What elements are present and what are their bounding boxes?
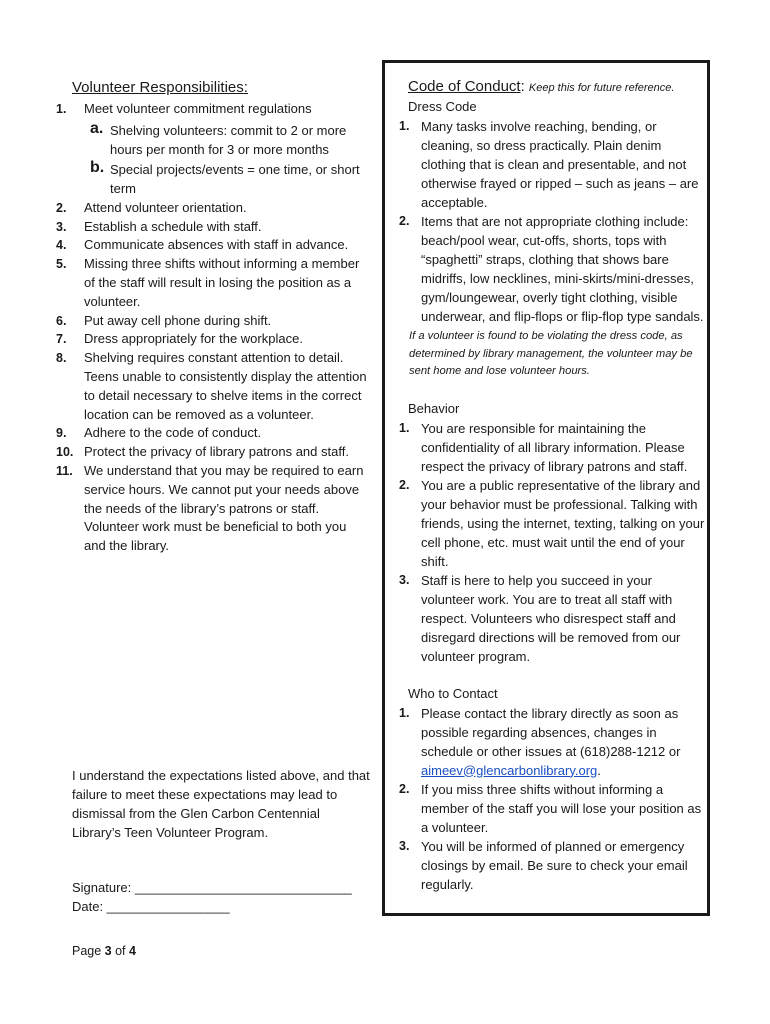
item-number: 7. bbox=[56, 332, 67, 347]
item-text: Please contact the library directly as soon as possible regarding absences, changes in schedule or other issues at (618)288-1212 or bbox=[421, 705, 681, 759]
item-number: 2. bbox=[399, 477, 410, 492]
code-of-conduct-box bbox=[382, 60, 710, 916]
page-footer bbox=[72, 944, 136, 958]
page-total: 4 bbox=[129, 944, 136, 958]
item-text: You are a public representative of the library and your behavior must be professional. Talking with friends, using the internet, texting, talking on your cell phone, etc. must wait until the end of your shift. bbox=[421, 477, 705, 569]
list-item bbox=[56, 255, 368, 311]
responsibilities-heading bbox=[72, 78, 368, 97]
dress-code-heading: Dress Code bbox=[408, 99, 477, 114]
volunteer-responsibilities-section bbox=[56, 78, 368, 556]
item-number: 1. bbox=[399, 420, 410, 435]
list-item bbox=[56, 199, 368, 218]
heading-colon: : bbox=[520, 78, 525, 95]
sub-item-letter: a. bbox=[90, 119, 104, 137]
signature-line[interactable]: Signature: ______________________________ bbox=[72, 880, 352, 895]
list-item bbox=[56, 443, 368, 462]
item-number: 2. bbox=[399, 781, 410, 796]
list-item bbox=[56, 462, 368, 556]
signature-block bbox=[72, 878, 352, 916]
item-text: Staff is here to help you succeed in your volunteer work. You are to treat all staff with respect. Volunteers who disrespect staff and disregard directions will be removed from our volunteer program. bbox=[421, 572, 681, 664]
behavior-heading: Behavior bbox=[408, 400, 460, 416]
item-text: Dress appropriately for the workplace. bbox=[84, 331, 303, 347]
item-text: Many tasks involve reaching, bending, or cleaning, so dress practically. Plain denim clothing that is clean and presentable, and not otherwise frayed or ripped – such as jeans – are acceptable. bbox=[421, 119, 699, 210]
list-item bbox=[395, 704, 705, 780]
item-number: 1. bbox=[399, 119, 410, 133]
date-line[interactable]: Date: _________________ bbox=[72, 899, 230, 914]
dress-code-list bbox=[395, 117, 705, 326]
code-of-conduct-heading bbox=[395, 77, 705, 98]
sub-item-text: Special projects/events = one time, or short term bbox=[110, 161, 360, 197]
list-item bbox=[56, 100, 368, 199]
commitment-sub-list bbox=[84, 121, 368, 199]
item-text: If you miss three shifts without informing a member of the staff you will lose your position as a volunteer. bbox=[421, 781, 702, 835]
list-item bbox=[395, 780, 705, 837]
code-of-conduct-content bbox=[395, 77, 705, 894]
item-text: Items that are not appropriate clothing include: beach/pool wear, cut-offs, shorts, tops with “spaghetti” straps, clothing that shows bare midriffs, low necklines, mini-skirts/mini-dresses, gym/loungewear, overly tight clothing, visible underwear, and flip-flops or flip-flop type sandals. bbox=[421, 214, 704, 324]
list-item bbox=[395, 476, 705, 571]
item-number: 3. bbox=[399, 838, 410, 853]
reference-note: Keep this for future reference. bbox=[528, 82, 675, 94]
item-text: Communicate absences with staff in advance. bbox=[84, 237, 349, 253]
heading-colon: : bbox=[243, 79, 248, 96]
item-number: 4. bbox=[56, 238, 67, 253]
item-text: Protect the privacy of library patrons and staff. bbox=[84, 444, 349, 460]
email-link[interactable]: aimeev@glencarbonlibrary.org bbox=[421, 762, 598, 778]
page-prefix: Page bbox=[72, 944, 105, 958]
list-item bbox=[395, 837, 705, 894]
contact-list bbox=[395, 704, 705, 894]
item-text: Attend volunteer orientation. bbox=[84, 199, 247, 215]
item-number: 11. bbox=[56, 463, 73, 478]
behavior-list bbox=[395, 419, 705, 666]
sub-item-text: Shelving volunteers: commit to 2 or more hours per month for 3 or more months bbox=[110, 122, 347, 158]
item-number: 5. bbox=[56, 257, 67, 272]
list-item bbox=[395, 419, 705, 476]
dress-code-violation-note: If a volunteer is found to be violating the dress code, as determined by library management, the volunteer may be sent home and lose volunteer hours. bbox=[409, 330, 693, 377]
item-number: 1. bbox=[399, 705, 410, 720]
agreement-statement: I understand the expectations listed above, and that failure to meet these expectations may lead to dismissal from the Glen Carbon Centennial Library’s Teen Volunteer Program. bbox=[72, 768, 370, 840]
item-text: Missing three shifts without informing a member of the staff will result in losing the position as a volunteer. bbox=[84, 256, 360, 309]
list-item bbox=[56, 424, 368, 443]
item-number: 3. bbox=[399, 572, 410, 587]
list-item bbox=[395, 117, 705, 212]
list-item bbox=[395, 571, 705, 666]
list-item bbox=[395, 212, 705, 326]
sub-list-item bbox=[88, 121, 368, 160]
page-of: of bbox=[111, 944, 129, 958]
item-number: 2. bbox=[56, 200, 67, 215]
item-number: 9. bbox=[56, 426, 67, 441]
item-number: 1. bbox=[56, 102, 67, 116]
item-text: Meet volunteer commitment regulations bbox=[84, 101, 312, 116]
list-item bbox=[56, 236, 368, 255]
page-number: 3 bbox=[104, 944, 112, 958]
list-item bbox=[56, 349, 368, 424]
item-number: 2. bbox=[399, 214, 410, 228]
item-number: 10. bbox=[56, 445, 74, 460]
code-of-conduct-title: Code of Conduct bbox=[408, 78, 521, 95]
item-text: You will be informed of planned or emergency closings by email. Be sure to check your email regularly. bbox=[421, 838, 688, 892]
sub-list-item bbox=[88, 160, 368, 199]
item-text: Shelving requires constant attention to detail. Teens unable to consistently display the attention to detail necessary to shelve items in the correct location can be removed as a volunteer. bbox=[84, 350, 367, 422]
responsibilities-list bbox=[56, 100, 368, 556]
item-text: You are responsible for maintaining the confidentiality of all library information. Please respect the privacy of library patrons and staff. bbox=[421, 420, 688, 474]
item-number: 3. bbox=[56, 219, 67, 234]
item-text: Adhere to the code of conduct. bbox=[84, 425, 262, 441]
responsibilities-heading-text: Volunteer Responsibilities bbox=[72, 79, 244, 96]
list-item bbox=[56, 312, 368, 331]
item-text: We understand that you may be required to earn service hours. We cannot put your needs above the needs of the library’s patrons or staff. Volunteer work must be beneficial to both you and the library. bbox=[84, 462, 364, 554]
item-number: 8. bbox=[56, 351, 67, 366]
item-text: Put away cell phone during shift. bbox=[84, 312, 272, 328]
list-item bbox=[56, 218, 368, 237]
list-item bbox=[56, 330, 368, 349]
item-text-end: . bbox=[597, 762, 601, 778]
who-to-contact-heading: Who to Contact bbox=[408, 685, 498, 701]
item-number: 6. bbox=[56, 313, 67, 328]
item-text: Establish a schedule with staff. bbox=[84, 218, 262, 234]
sub-item-letter: b. bbox=[90, 158, 105, 176]
